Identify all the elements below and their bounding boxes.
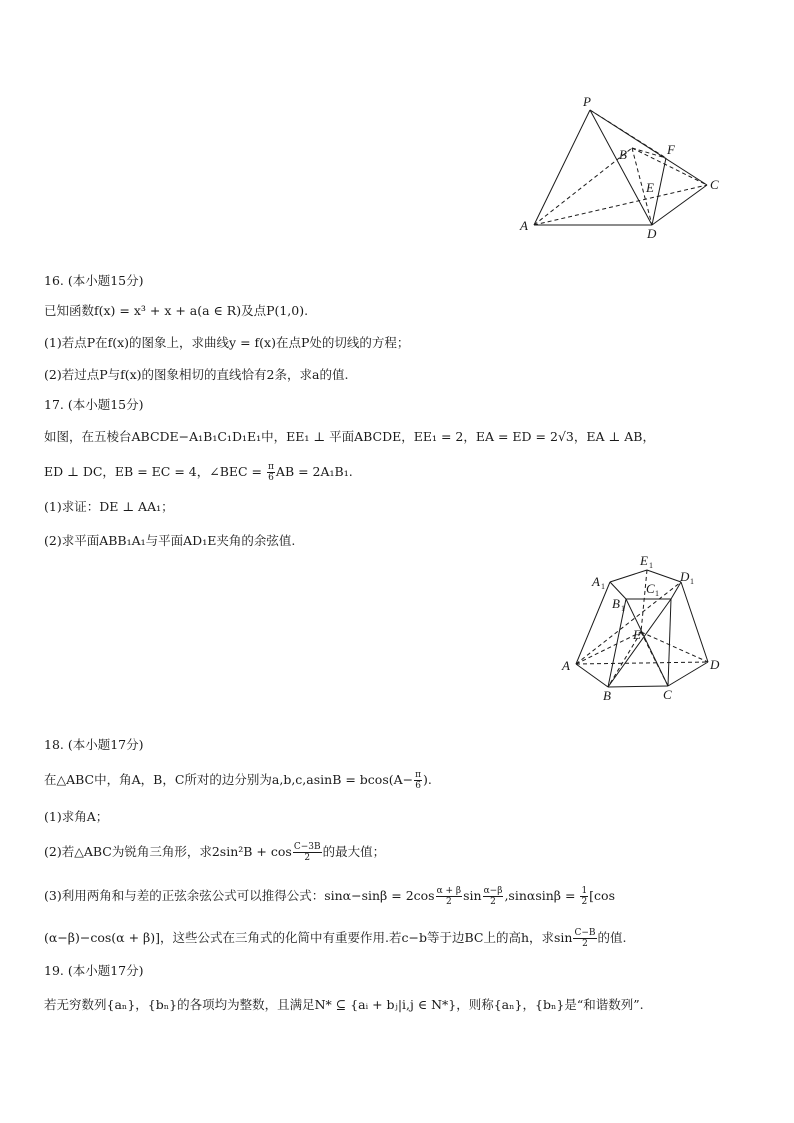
q18-part3-line2: (α−β)−cos(α + β)]，这些公式在三角式的化简中有重要作用.若c−b等于边BC上的高h，求sin $\frac{C-B}{2}$ 的值.	[44, 928, 627, 949]
q17-stem-line1: 如图，在五棱台ABCDE−A₁B₁C₁D₁E₁中，EE₁ ⊥ 平面ABCDE，EE₁ = 2，EA = ED = 2√3，EA ⊥ AB，	[44, 429, 655, 444]
q18-part3-line1: (3)利用两角和与差的正弦余弦公式可以推得公式：sinα−sinβ = 2cos $\frac{\alpha + \beta}{2}$ sin $\frac{\alpha-\beta}{2}$ ,sinαsinβ = $\frac{1}{2}$ [cos	[44, 886, 615, 907]
label-A1: A	[592, 574, 600, 589]
label-E1: E	[640, 553, 648, 568]
subscript-C1: 1	[655, 589, 659, 598]
subscript-D1: 1	[690, 577, 694, 586]
alpha-minus-beta-over-2-fraction: $\frac{\alpha-\beta}{2}$	[483, 886, 503, 907]
q17-stem-line2-a: ED ⊥ DC，EB = EC = 4，∠BEC =	[44, 464, 266, 479]
pi-over-6-fraction: $\frac{\pi}{6}$	[415, 770, 422, 791]
q16-part1: (1)若点P在f(x)的图象上，求曲线y = f(x)在点P处的切线的方程；	[44, 335, 410, 350]
q17-header: 17. (本小题15分)	[44, 397, 144, 412]
pyramid-figure	[512, 88, 732, 238]
label-P: P	[583, 94, 591, 109]
label-B: B	[619, 147, 627, 162]
q16-part2: (2)若过点P与f(x)的图象相切的直线恰有2条，求a的值.	[44, 367, 349, 382]
label-F: F	[667, 142, 675, 157]
label-A: A	[562, 658, 570, 673]
q18-header: 18. (本小题17分)	[44, 737, 144, 752]
q19-stem: 若无穷数列{aₙ}，{bₙ}的各项均为整数，且满足N* ⊆ {aᵢ + bⱼ|i,j ∈ N*}，则称{aₙ}，{bₙ}是“和谐数列”.	[44, 997, 644, 1012]
c-3b-over-2-fraction: $\frac{C-3B}{2}$	[293, 842, 321, 863]
label-D1: D	[680, 569, 690, 584]
q18-part2	[44, 842, 764, 863]
q18-part2-a: (2)若△ABC为锐角三角形，求2sin²B + cos	[44, 844, 292, 859]
label-A: A	[520, 218, 528, 233]
pi-over-6-fraction: $\frac{\pi}{6}$	[268, 462, 274, 483]
label-E: E	[646, 180, 654, 195]
label-B: B	[603, 688, 611, 703]
label-C1: C	[646, 581, 655, 596]
q17-stem-line2	[44, 462, 764, 483]
one-half-fraction: $\frac{1}{2}$	[581, 886, 588, 907]
c-minus-b-over-2-fraction: $\frac{C-B}{2}$	[574, 928, 596, 949]
q16-header: 16. (本小题15分)	[44, 273, 144, 288]
q17-part1: (1)求证：DE ⊥ AA₁；	[44, 499, 174, 514]
q16-stem: 已知函数f(x) = x³ + x + a(a ∈ R)及点P(1,0).	[44, 303, 309, 318]
q18-stem-b: ).	[423, 772, 432, 787]
label-E: E	[633, 627, 641, 642]
q18-stem-a: 在△ABC中，角A，B，C所对的边分别为a,b,c,asinB = bcos(A−	[44, 772, 414, 787]
label-C: C	[710, 177, 719, 192]
frustum-figure	[556, 552, 726, 704]
label-D: D	[710, 657, 720, 672]
alpha-plus-beta-over-2-fraction: $\frac{\alpha + \beta}{2}$	[436, 886, 462, 907]
q17-stem-line2-b: AB = 2A₁B₁.	[275, 464, 353, 479]
label-B1: B	[612, 596, 620, 611]
label-C: C	[663, 687, 672, 702]
subscript-A1: 1	[601, 582, 605, 591]
q19-header: 19. (本小题17分)	[44, 963, 144, 978]
label-D: D	[647, 226, 657, 238]
q18-stem	[44, 770, 764, 791]
subscript-B1: 1	[621, 604, 625, 613]
q18-part2-b: 的最大值；	[322, 844, 386, 859]
q17-part2: (2)求平面ABB₁A₁与平面AD₁E夹角的余弦值.	[44, 533, 296, 548]
q18-part1: (1)求角A；	[44, 809, 109, 824]
subscript-E1: 1	[649, 561, 653, 570]
